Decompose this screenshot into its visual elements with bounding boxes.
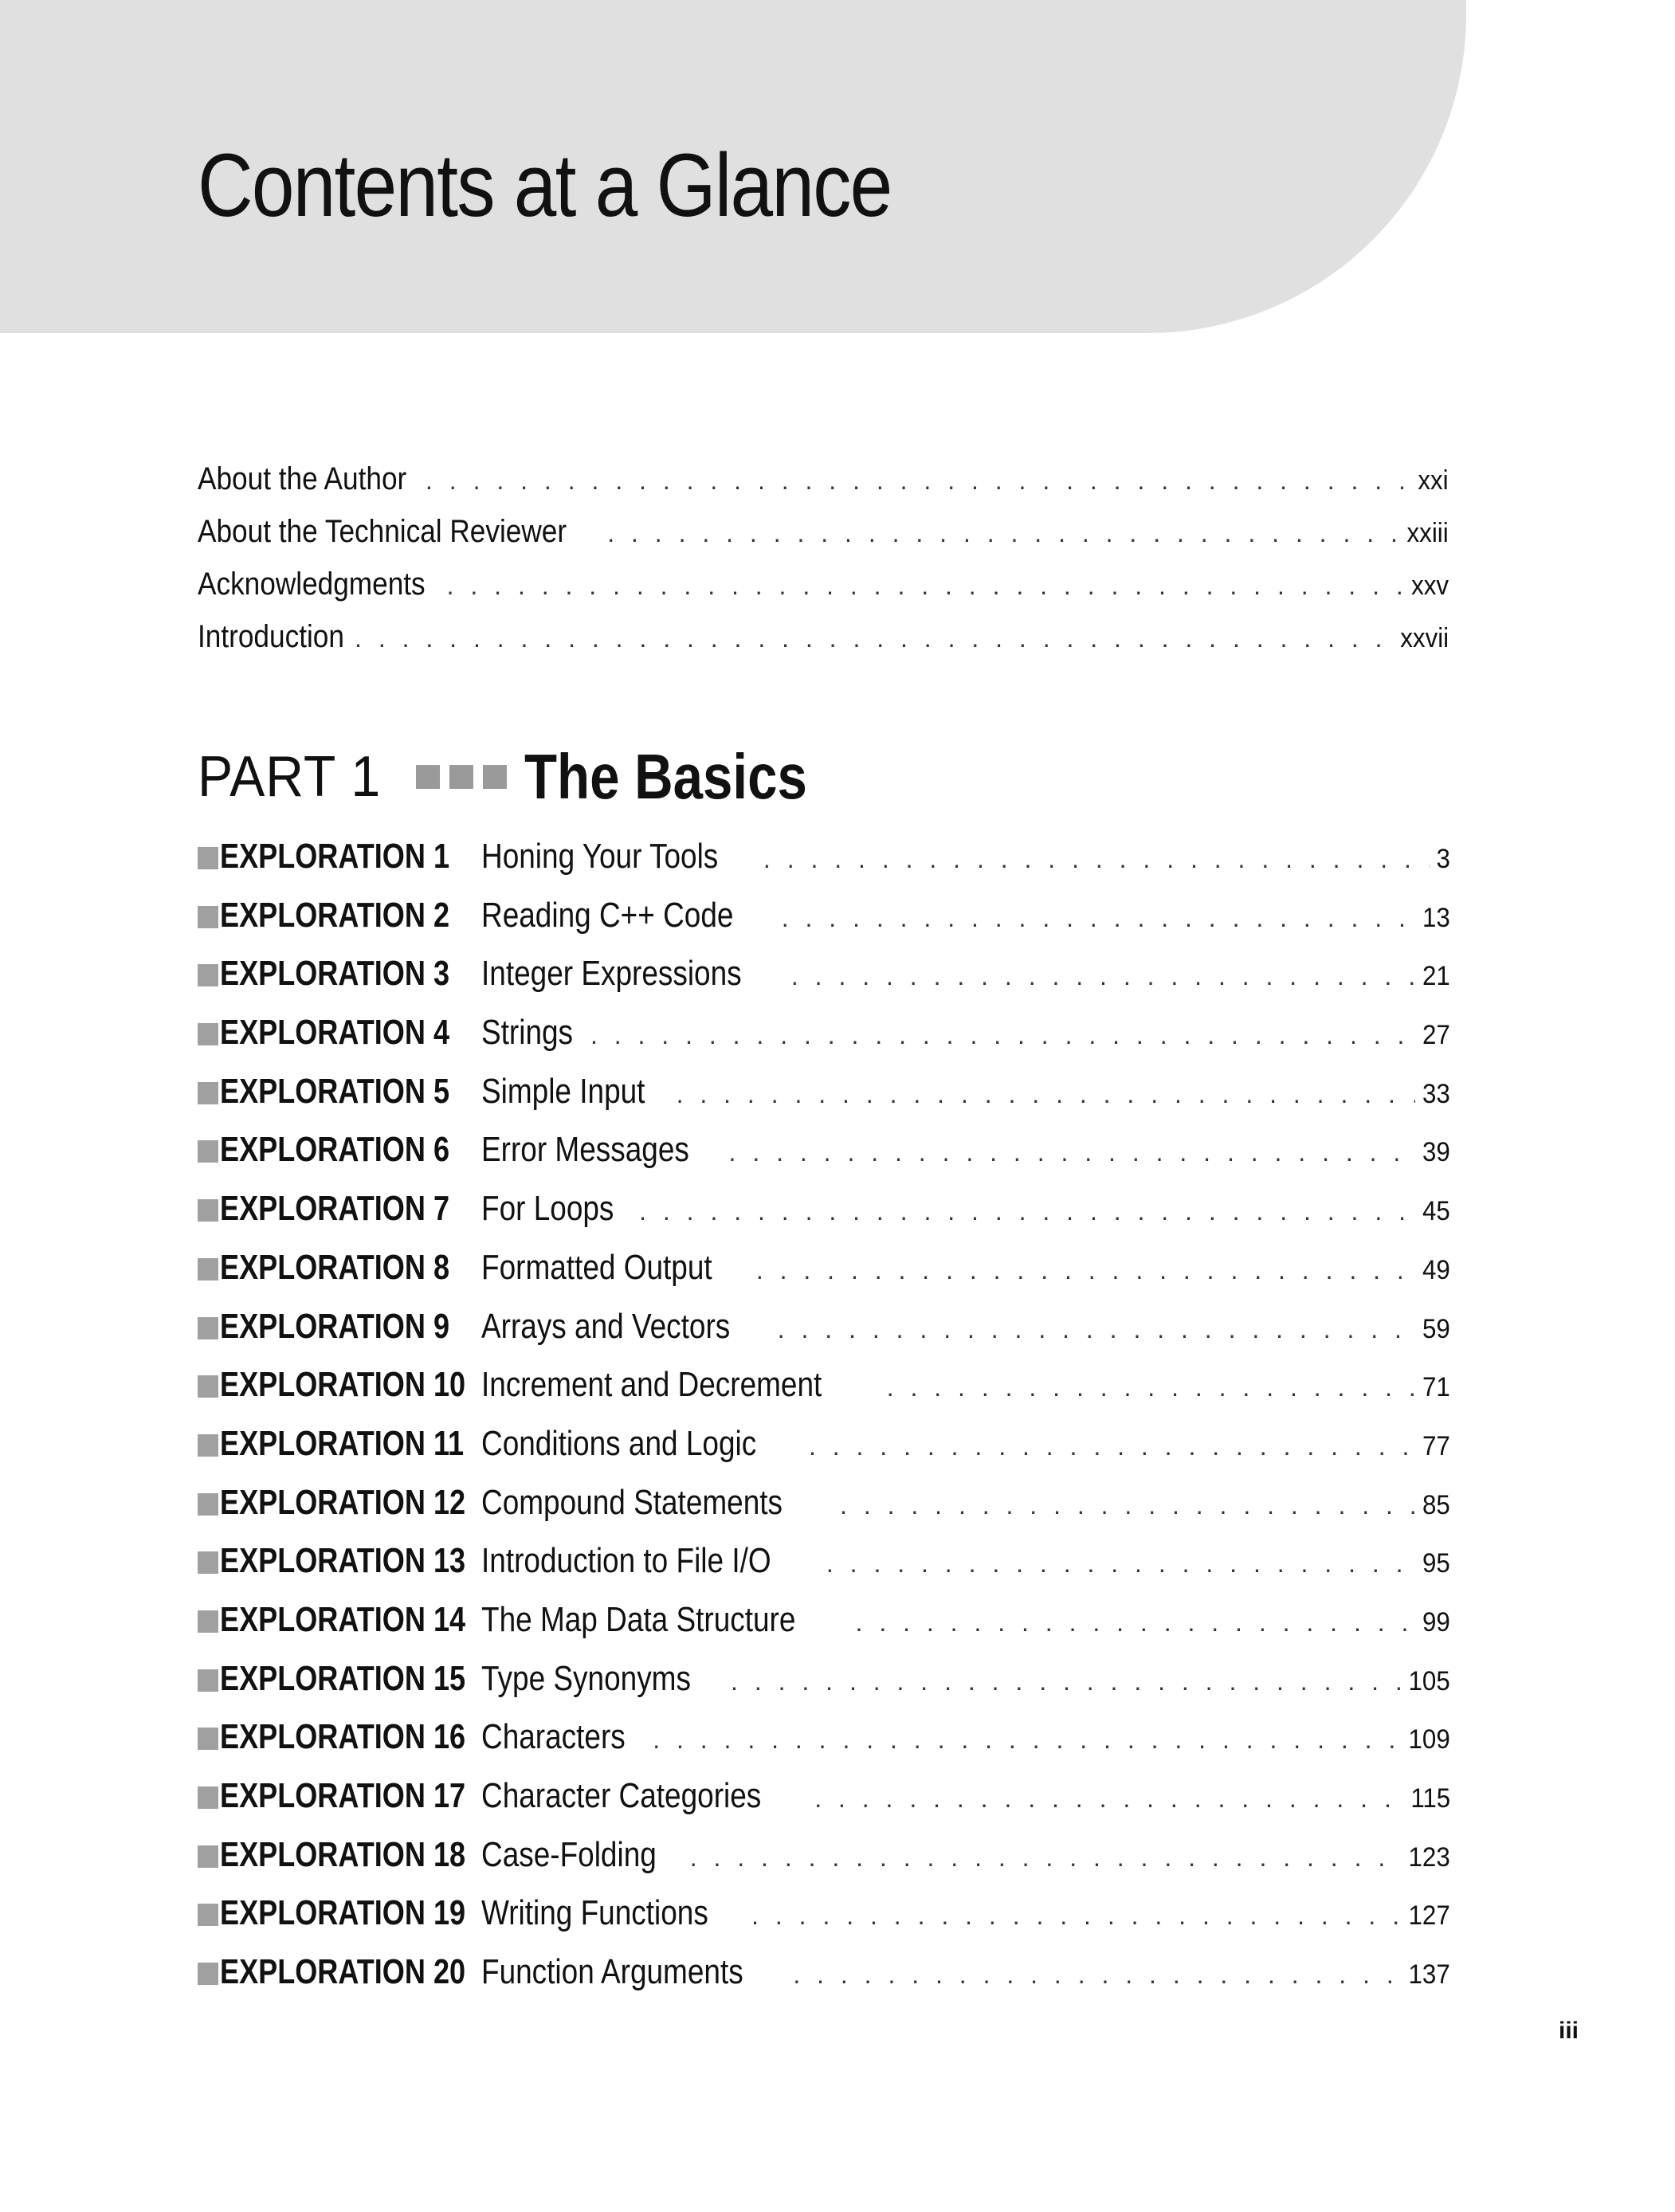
exploration-page: 99 [1422,1606,1450,1637]
exploration-title: Writing Functions [481,1893,708,1933]
exploration-label: EXPLORATION 13 [220,1541,466,1581]
page-title: Contents at a Glance [198,135,892,235]
exploration-page: 39 [1422,1137,1450,1168]
exploration-label: EXPLORATION 18 [220,1834,466,1874]
exploration-row[interactable] [198,1649,1450,1708]
dot-leader [607,507,1398,559]
exploration-row[interactable] [198,1708,1450,1767]
square-icon [198,1258,218,1281]
dot-leader [751,1887,1400,1946]
exploration-page: 123 [1408,1841,1450,1873]
dot-leader [677,1065,1416,1124]
exploration-row[interactable] [198,1179,1450,1238]
exploration-title: Increment and Decrement [481,1365,822,1405]
toc-entry-technical-reviewer[interactable] [198,505,1449,558]
exploration-title: Arrays and Vectors [481,1306,731,1346]
exploration-title: For Loops [481,1189,614,1229]
square-icon [198,1963,218,1985]
exploration-row[interactable] [198,1943,1450,2002]
exploration-row[interactable] [198,1590,1450,1649]
toc-entry-title: Introduction [198,619,344,654]
exploration-label: EXPLORATION 1 [220,837,450,876]
exploration-row[interactable] [198,1062,1450,1121]
part-title: The Basics [524,741,807,812]
exploration-page: 27 [1422,1020,1450,1051]
square-icon [198,1904,218,1926]
toc-entry-about-author[interactable] [198,453,1449,505]
dot-leader [447,559,1403,612]
square-icon [416,765,440,789]
exploration-row[interactable] [198,1473,1450,1532]
dot-leader [887,1359,1415,1418]
square-icon [198,1728,218,1750]
square-icon [198,1199,218,1222]
exploration-row[interactable] [198,944,1450,1003]
exploration-label: EXPLORATION 16 [220,1717,466,1757]
square-icon [198,1082,218,1104]
dot-leader [856,1594,1416,1653]
exploration-label: EXPLORATION 12 [220,1482,466,1522]
exploration-row[interactable] [198,886,1450,945]
exploration-page: 109 [1408,1724,1450,1755]
dot-leader [763,830,1430,889]
exploration-label: EXPLORATION 14 [220,1599,466,1639]
exploration-row[interactable] [198,1238,1450,1297]
dot-leader [756,1241,1415,1300]
exploration-page: 59 [1422,1313,1450,1344]
toc-entry-title: About the Technical Reviewer [198,514,567,549]
front-matter-list [198,453,1449,663]
dot-leader [826,1535,1415,1594]
exploration-label: EXPLORATION 3 [220,954,450,994]
square-icon [449,765,473,789]
dot-leader [731,1653,1400,1712]
exploration-label: EXPLORATION 8 [220,1247,450,1287]
exploration-label: EXPLORATION 11 [220,1423,465,1463]
square-icon [198,847,218,869]
exploration-page: 45 [1422,1196,1450,1227]
part-squares-icon [416,765,507,789]
square-icon [483,765,507,789]
exploration-label: EXPLORATION 15 [220,1658,466,1698]
exploration-page: 77 [1422,1430,1450,1461]
exploration-label: EXPLORATION 2 [220,895,450,935]
square-icon [198,1786,218,1809]
exploration-title: Strings [481,1013,574,1053]
exploration-label: EXPLORATION 7 [220,1189,450,1229]
exploration-page: 13 [1422,902,1450,933]
exploration-title: Integer Expressions [481,954,742,994]
exploration-label: EXPLORATION 19 [220,1893,466,1933]
exploration-row[interactable] [198,1355,1450,1414]
exploration-page: 95 [1422,1548,1450,1579]
exploration-page: 137 [1408,1959,1450,1990]
exploration-label: EXPLORATION 9 [220,1306,450,1346]
square-icon [198,1434,218,1457]
square-icon [198,964,218,986]
toc-entry-title: Acknowledgments [198,567,426,602]
exploration-label: EXPLORATION 6 [220,1130,450,1170]
toc-entry-page: xxiii [1406,518,1449,548]
exploration-title: Honing Your Tools [481,837,719,876]
exploration-row[interactable] [198,1120,1450,1179]
dot-leader [729,1124,1416,1182]
exploration-label: EXPLORATION 17 [220,1776,466,1815]
page-folio: iii [1559,2018,1579,2044]
dot-leader [778,1300,1415,1359]
dot-leader [793,1946,1400,2005]
exploration-row[interactable] [198,1532,1450,1590]
exploration-page: 71 [1422,1372,1450,1403]
exploration-title: Simple Input [481,1071,645,1111]
toc-entry-page: xxvii [1400,623,1449,653]
exploration-list [198,827,1450,2002]
exploration-page: 127 [1408,1900,1450,1932]
dot-leader [653,1711,1400,1770]
exploration-title: Error Messages [481,1130,689,1170]
exploration-page: 33 [1422,1078,1450,1109]
dot-leader [639,1182,1415,1241]
part-heading[interactable] [198,737,861,817]
toc-entry-acknowledgments[interactable] [198,558,1449,610]
dot-leader [355,612,1391,665]
exploration-label: EXPLORATION 4 [220,1013,450,1053]
exploration-row[interactable] [198,827,1450,886]
square-icon [198,1610,218,1633]
dot-leader [590,1006,1415,1065]
dot-leader [814,1770,1402,1829]
exploration-title: Type Synonyms [481,1658,691,1698]
dot-leader [809,1418,1415,1477]
dot-leader [791,947,1415,1006]
toc-entry-page: xxv [1411,571,1449,601]
square-icon [198,1140,218,1163]
exploration-title: Case-Folding [481,1834,657,1874]
toc-entry-title: About the Author [198,461,407,496]
dot-leader [782,889,1415,948]
exploration-title: The Map Data Structure [481,1599,796,1639]
exploration-label: EXPLORATION 10 [220,1365,466,1405]
exploration-label: EXPLORATION 5 [220,1071,450,1111]
exploration-page: 105 [1408,1665,1450,1696]
exploration-page: 3 [1436,844,1450,874]
square-icon [198,1023,218,1045]
exploration-row[interactable] [198,1414,1450,1473]
exploration-page: 115 [1410,1783,1450,1814]
square-icon [198,1375,218,1398]
toc-entry-introduction[interactable] [198,610,1449,663]
exploration-row[interactable] [198,1003,1450,1062]
part-label: PART 1 [198,745,382,809]
exploration-title: Formatted Output [481,1247,712,1287]
dot-leader [690,1829,1401,1888]
square-icon [198,1551,218,1574]
exploration-title: Introduction to File I/O [481,1541,771,1581]
square-icon [198,1493,218,1516]
exploration-title: Function Arguments [481,1952,743,1992]
exploration-page: 49 [1422,1254,1450,1285]
exploration-title: Character Categories [481,1776,762,1815]
dot-leader [840,1477,1415,1535]
square-icon [198,1317,218,1339]
exploration-row[interactable] [198,1297,1450,1356]
square-icon [198,1669,218,1692]
dot-leader [426,454,1410,507]
square-icon [198,906,218,928]
exploration-row[interactable] [198,1826,1450,1885]
exploration-title: Reading C++ Code [481,895,734,935]
exploration-page: 85 [1422,1489,1450,1520]
square-icon [198,1845,218,1868]
exploration-row[interactable] [198,1767,1450,1826]
exploration-title: Compound Statements [481,1482,783,1522]
toc-entry-page: xxi [1418,465,1449,496]
exploration-page: 21 [1422,961,1450,992]
exploration-title: Characters [481,1717,626,1757]
exploration-title: Conditions and Logic [481,1423,757,1463]
exploration-row[interactable] [198,1884,1450,1943]
exploration-label: EXPLORATION 20 [220,1952,466,1992]
